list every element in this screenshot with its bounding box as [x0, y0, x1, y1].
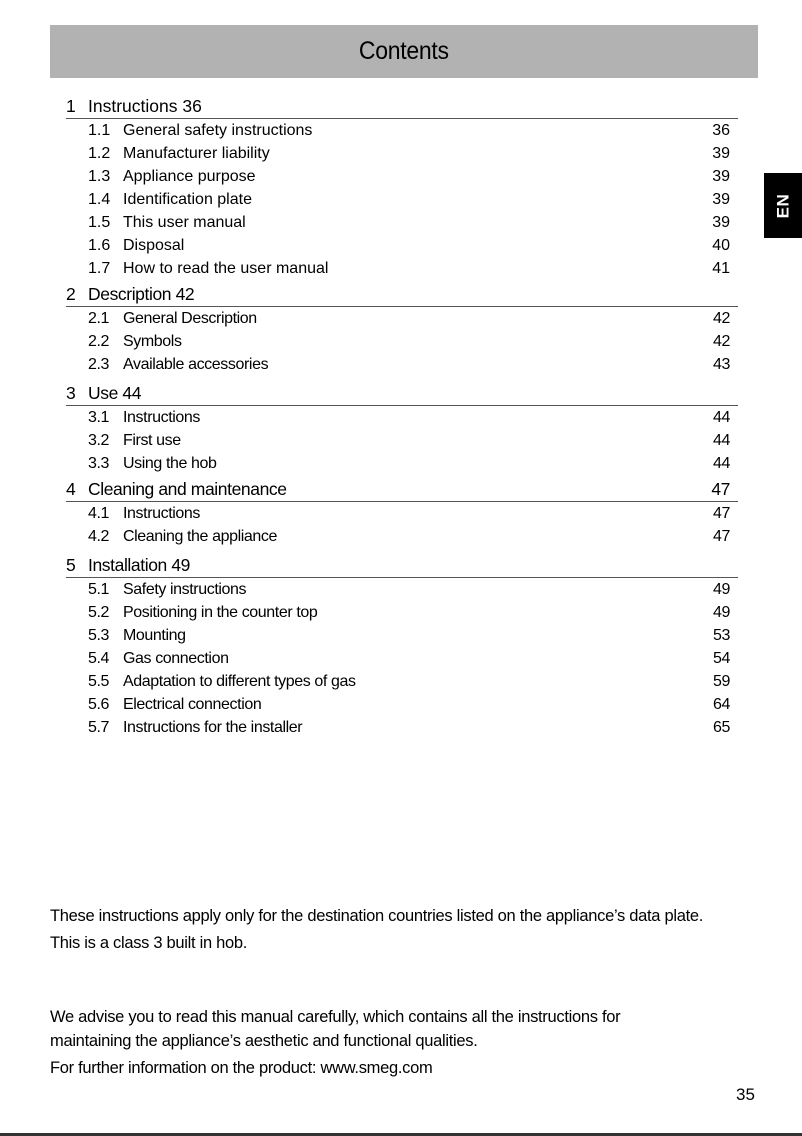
entry-page: 47: [713, 504, 730, 522]
entry-number: 2.3: [88, 355, 110, 373]
toc-entry[interactable]: [66, 429, 738, 452]
entry-title: Cleaning the appliance: [123, 527, 277, 545]
table-of-contents: [66, 92, 738, 739]
entry-page: 43: [713, 355, 730, 373]
entry-title: Instructions: [123, 504, 201, 522]
toc-entry[interactable]: [66, 119, 738, 142]
entry-page: 59: [713, 672, 730, 690]
entry-title: Identification plate: [123, 190, 252, 208]
entry-number: 4.2: [88, 527, 110, 545]
chapter-title: Description 42: [88, 284, 195, 304]
entry-number: 4.1: [88, 504, 110, 522]
entry-title: Instructions for the installer: [123, 718, 303, 736]
entry-page: 65: [713, 718, 730, 736]
entry-page: 54: [713, 649, 730, 667]
contents-header: [50, 25, 758, 78]
entry-title: General Description: [123, 309, 257, 327]
entry-title: Manufacturer liability: [123, 144, 270, 162]
entry-number: 5.5: [88, 672, 110, 690]
entry-page: 42: [713, 309, 730, 327]
entry-number: 1.5: [88, 213, 111, 231]
entry-number: 5.6: [88, 695, 110, 713]
notice-line: This is a class 3 built in hob.: [50, 934, 248, 952]
entry-title: Adaptation to different types of gas: [123, 672, 356, 690]
entry-title: Instructions: [123, 408, 201, 426]
entry-number: 2.1: [88, 309, 110, 327]
toc-entry[interactable]: [66, 330, 738, 353]
toc-entry[interactable]: [66, 502, 738, 525]
destination-notice: [50, 903, 703, 957]
entry-number: 5.2: [88, 603, 110, 621]
notice-line: maintaining the appliance’s aesthetic and functional qualities.: [50, 1032, 478, 1050]
toc-entry[interactable]: [66, 647, 738, 670]
language-tab: [764, 173, 802, 238]
entry-number: 1.7: [88, 259, 111, 277]
toc-entry[interactable]: [66, 165, 738, 188]
toc-chapter-4: [66, 475, 738, 548]
entry-title: Appliance purpose: [123, 167, 256, 185]
toc-chapter-2: [66, 280, 738, 376]
toc-chapter-heading[interactable]: [66, 376, 738, 406]
entry-title: Disposal: [123, 236, 185, 254]
notice-line: These instructions apply only for the destination countries listed on the appliance’s data plate.: [50, 907, 704, 925]
entry-page: 49: [713, 603, 730, 621]
entry-number: 5.1: [88, 580, 110, 598]
entry-page: 42: [713, 332, 730, 350]
entry-page: 36: [712, 121, 730, 139]
entry-number: 1.1: [88, 121, 111, 139]
entry-page: 39: [712, 167, 730, 185]
toc-entry[interactable]: [66, 353, 738, 376]
entry-title: General safety instructions: [123, 121, 313, 139]
toc-entry[interactable]: [66, 307, 738, 330]
entry-title: Electrical connection: [123, 695, 262, 713]
entry-page: 64: [713, 695, 730, 713]
chapter-title: Cleaning and maintenance: [88, 479, 287, 499]
toc-chapter-5: [66, 548, 738, 739]
toc-entry[interactable]: [66, 211, 738, 234]
notice-line: For further information on the product: www.smeg.com: [50, 1059, 433, 1077]
entry-page: 47: [713, 527, 730, 545]
entry-title: Positioning in the counter top: [123, 603, 318, 621]
entry-number: 5.3: [88, 626, 110, 644]
chapter-title: Instructions 36: [88, 96, 202, 116]
toc-entry[interactable]: [66, 234, 738, 257]
chapter-title: Installation 49: [88, 555, 190, 575]
chapter-page: 47: [711, 479, 730, 499]
entry-title: Symbols: [123, 332, 182, 350]
entry-number: 3.1: [88, 408, 110, 426]
entry-page: 39: [712, 213, 730, 231]
entry-page: 40: [712, 236, 730, 254]
toc-entry[interactable]: [66, 693, 738, 716]
entry-number: 2.2: [88, 332, 110, 350]
entry-number: 3.3: [88, 454, 110, 472]
entry-title: Using the hob: [123, 454, 217, 472]
chapter-number: 4: [66, 479, 76, 499]
toc-chapter-1: [66, 92, 738, 280]
entry-number: 5.4: [88, 649, 110, 667]
entry-title: Mounting: [123, 626, 186, 644]
toc-chapter-heading[interactable]: [66, 280, 738, 307]
toc-chapter-heading[interactable]: [66, 548, 738, 578]
toc-entry[interactable]: [66, 406, 738, 429]
page-title: Contents: [359, 37, 449, 65]
entry-page: 44: [713, 454, 730, 472]
chapter-number: 3: [66, 383, 76, 403]
entry-title: Safety instructions: [123, 580, 247, 598]
toc-entry[interactable]: [66, 188, 738, 211]
entry-title: How to read the user manual: [123, 259, 329, 277]
entry-page: 41: [712, 259, 730, 277]
toc-entry[interactable]: [66, 624, 738, 647]
chapter-title: Use 44: [88, 383, 142, 403]
entry-number: 5.7: [88, 718, 110, 736]
chapter-number: 5: [66, 555, 76, 575]
toc-entry[interactable]: [66, 452, 738, 475]
entry-title: Gas connection: [123, 649, 229, 667]
entry-number: 1.6: [88, 236, 111, 254]
toc-chapter-heading[interactable]: [66, 475, 738, 502]
entry-number: 3.2: [88, 431, 110, 449]
entry-number: 1.2: [88, 144, 111, 162]
toc-entry[interactable]: [66, 142, 738, 165]
entry-title: Available accessories: [123, 355, 269, 373]
notice-line: We advise you to read this manual carefully, which contains all the instructions for: [50, 1008, 621, 1026]
toc-entry[interactable]: [66, 601, 738, 624]
entry-title: First use: [123, 431, 181, 449]
toc-chapter-heading[interactable]: [66, 92, 738, 119]
entry-page: 39: [712, 190, 730, 208]
entry-number: 1.4: [88, 190, 111, 208]
toc-entry[interactable]: [66, 716, 738, 739]
toc-entry[interactable]: [66, 578, 738, 601]
chapter-number: 2: [66, 284, 76, 304]
entry-title: This user manual: [123, 213, 246, 231]
entry-page: 44: [713, 408, 730, 426]
entry-page: 53: [713, 626, 730, 644]
entry-number: 1.3: [88, 167, 111, 185]
language-label: EN: [773, 193, 792, 218]
toc-chapter-3: [66, 376, 738, 475]
toc-entry[interactable]: [66, 670, 738, 693]
entry-page: 49: [713, 580, 730, 598]
chapter-number: 1: [66, 96, 76, 116]
advice-notice: [50, 1005, 620, 1080]
toc-entry[interactable]: [66, 525, 738, 548]
toc-entry[interactable]: [66, 257, 738, 280]
entry-page: 44: [713, 431, 730, 449]
page-number: 35: [736, 1085, 755, 1104]
entry-page: 39: [712, 144, 730, 162]
